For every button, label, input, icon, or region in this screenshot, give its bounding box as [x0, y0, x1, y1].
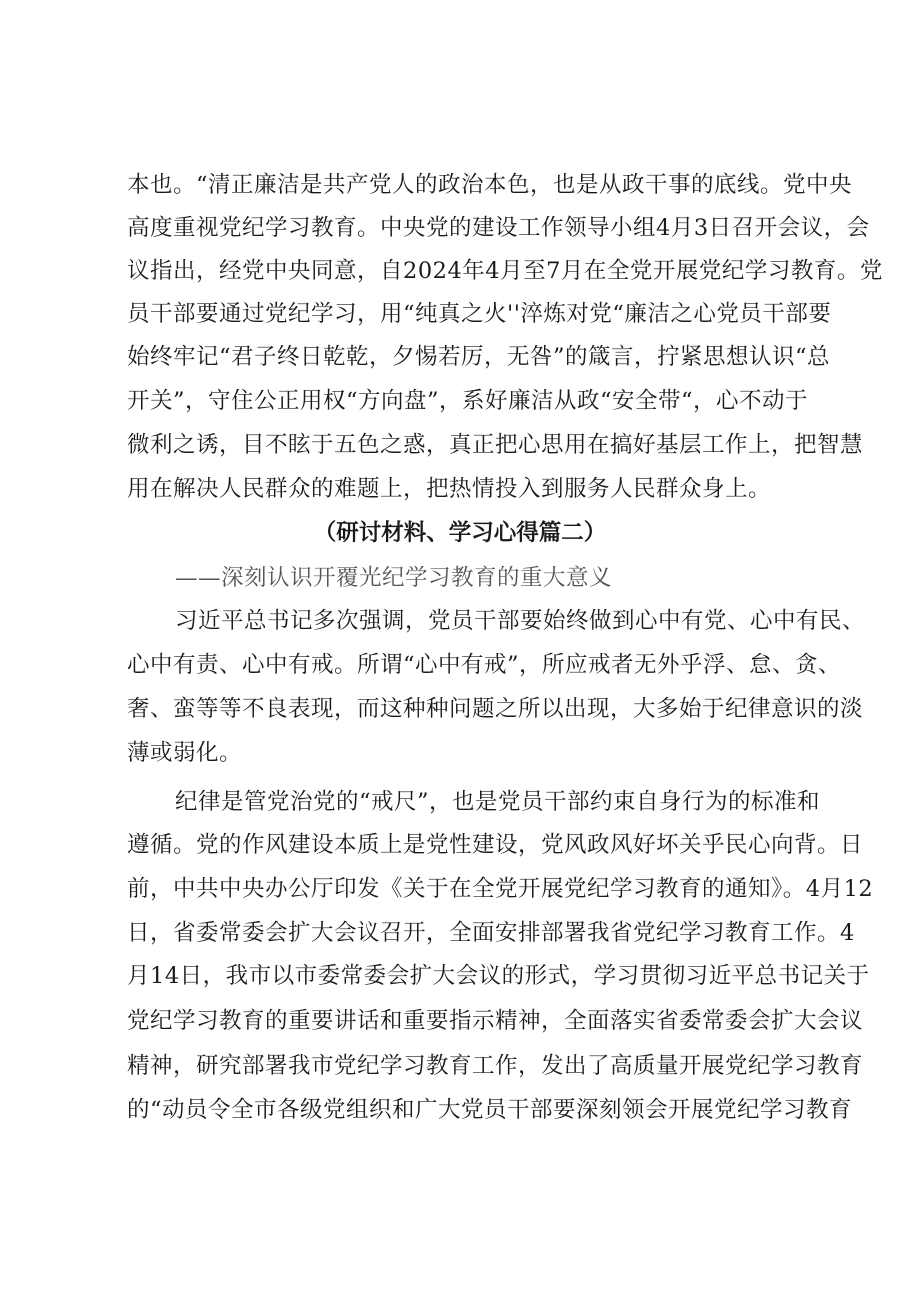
paragraph3-line-4: 日，省委常委会扩大会议召开，全面安排部署我省党纪学习教育工作。4 — [127, 920, 855, 946]
paragraph1-line-5: 始终牢记“君子终日乾乾，夕惕若厉，无咎”的箴言，拧紧思想认识“总 — [127, 344, 831, 370]
section-title: （研讨材料、学习心得篇二） — [313, 520, 607, 546]
paragraph3-line-1: 纪律是管党治党的“戒尺”，也是党员干部约束自身行为的标准和 — [175, 789, 821, 815]
paragraph1-line-3: 议指出，经党中央同意，自2024年4月至7月在全党开展党纪学习教育。党 — [127, 258, 883, 284]
paragraph1-line-8: 用在解决人民群众的难题上，把热情投入到服务人民群众身上。 — [127, 476, 772, 502]
paragraph2-line-2: 心中有责、心中有戒。所谓“心中有戒”，所应戒者无外乎浮、怠、贪、 — [127, 652, 842, 678]
paragraph3-line-5: 月14日，我市以市委常委会扩大会议的形式，学习贯彻习近平总书记关于 — [127, 963, 870, 989]
paragraph3-line-6: 党纪学习教育的重要讲话和重要指示精神，全面落实省委常委会扩大会议 — [127, 1008, 864, 1034]
paragraph1-line-1: 本也。“清正廉洁是共产党人的政治本色，也是从政干事的底线。党中央 — [127, 172, 853, 198]
paragraph1-line-7: 微利之诱，目不眩于五色之惑，真正把心思用在搞好基层工作上，把智慧 — [127, 432, 864, 458]
paragraph1-line-6: 开关”，守住公正用权“方向盘”，系好廉洁从政“安全带“，心不动于 — [127, 388, 809, 414]
paragraph2-line-4: 薄或弱化。 — [127, 740, 243, 766]
paragraph3-line-8: 的“动员令全市各级党组织和广大党员干部要深刻领会开展党纪学习教育 — [127, 1097, 853, 1123]
paragraph1-line-4: 员干部要通过党纪学习，用“纯真之火''淬炼对党“廉洁之心党员干部要 — [127, 301, 832, 327]
section-subtitle: ——深刻认识开覆光纪学习教育的重大意义 — [175, 565, 613, 591]
paragraph3-line-3: 前，中共中央办公厅印发《关于在全党开展党纪学习教育的通知》。4月12 — [127, 876, 874, 902]
paragraph3-line-2: 遵循。党的作风建设本质上是党性建设，党风政风好坏关乎民心向背。日 — [127, 832, 864, 858]
paragraph2-line-1: 习近平总书记多次强调，党员干部要始终做到心中有党、心中有民、 — [175, 608, 866, 634]
paragraph2-line-3: 奢、蛮等等不良表现，而这种种问题之所以出现，大多始于纪律意识的淡 — [127, 696, 864, 722]
paragraph1-line-2: 高度重视党纪学习教育。中央党的建设工作领导小组4月3日召开会议，会 — [127, 215, 870, 241]
paragraph3-line-7: 精神，研究部署我市党纪学习教育工作，发出了高质量开展党纪学习教育 — [127, 1053, 864, 1079]
